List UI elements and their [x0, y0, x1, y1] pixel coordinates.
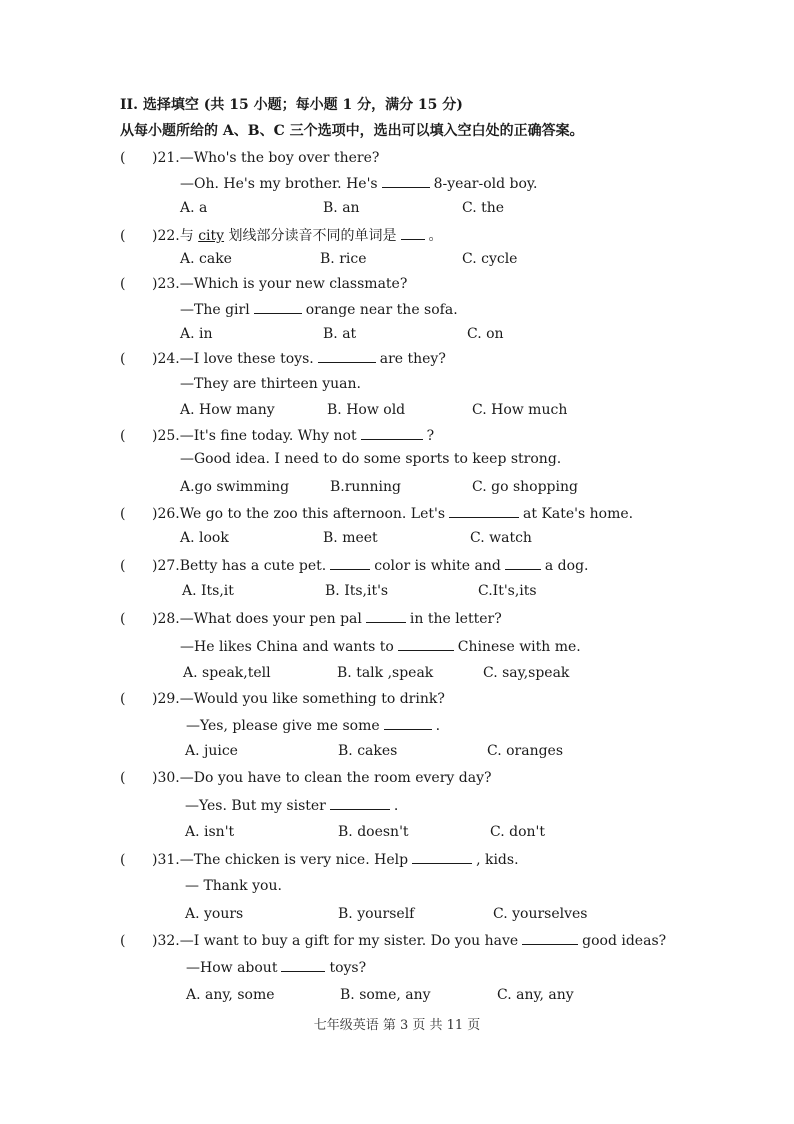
answer-paren[interactable]: ( — [120, 351, 126, 367]
option-c: C. go shopping — [472, 479, 578, 495]
question-31-line-2: — Thank you. — [185, 878, 282, 894]
answer-paren[interactable]: ( — [120, 276, 126, 292]
option-a: A. any, some — [186, 987, 275, 1003]
blank — [281, 959, 325, 972]
question-27: ( )27.Betty has a cute pet. color is white and a dog. — [120, 558, 589, 574]
option-a: A.go swimming — [180, 479, 290, 495]
question-23: ( )23.—Which is your new classmate? — [120, 276, 408, 292]
question-23-line-2: —The girl orange near the sofa. — [180, 302, 458, 318]
option-a: A. a — [180, 200, 208, 216]
option-b: B. some, any — [340, 987, 431, 1003]
answer-paren[interactable]: ( — [120, 150, 126, 166]
blank — [254, 301, 302, 314]
question-22: ( )22.与 city 划线部分读音不同的单词是 。 — [120, 228, 443, 244]
blank — [330, 797, 390, 810]
answer-paren[interactable]: ( — [120, 770, 126, 786]
option-b: B. How old — [327, 402, 406, 418]
option-c: C. cycle — [462, 251, 518, 267]
option-b: B. cakes — [338, 743, 398, 759]
blank — [449, 505, 519, 518]
question-30: ( )30.—Do you have to clean the room every day? — [120, 770, 492, 786]
answer-paren[interactable]: ( — [120, 852, 126, 868]
option-a: A. cake — [180, 251, 232, 267]
question-25-line-2: —Good idea. I need to do some sports to keep strong. — [180, 451, 562, 467]
answer-paren[interactable]: ( — [120, 611, 126, 627]
option-a: A. look — [180, 530, 229, 546]
option-c: C. don't — [490, 824, 545, 840]
blank — [401, 227, 425, 240]
blank — [366, 610, 406, 623]
question-32-line-2: —How about toys? — [186, 960, 367, 976]
option-c: C. the — [462, 200, 505, 216]
question-24-line-2: —They are thirteen yuan. — [180, 376, 361, 392]
question-21-line-2: —Oh. He's my brother. He's 8-year-old boy. — [180, 176, 538, 192]
option-a: A. isn't — [185, 824, 235, 840]
question-29: ( )29.—Would you like something to drink? — [120, 691, 445, 707]
question-28-line-2: —He likes China and wants to Chinese with me. — [180, 639, 581, 655]
answer-paren[interactable]: ( — [120, 228, 126, 244]
question-24: ( )24.—I love these toys. are they? — [120, 351, 446, 367]
question-30-line-2: —Yes. But my sister . — [185, 798, 399, 814]
option-c: C. yourselves — [493, 906, 588, 922]
section-title: II. 选择填空 (共 15 小题；每小题 1 分，满分 15 分) — [120, 97, 463, 113]
option-a: A. juice — [185, 743, 238, 759]
option-c: C. say,speak — [483, 665, 570, 681]
blank — [330, 557, 370, 570]
blank — [412, 851, 472, 864]
option-a: A. in — [180, 326, 213, 342]
question-26: ( )26.We go to the zoo this afternoon. Let's at Kate's home. — [120, 506, 634, 522]
answer-paren[interactable]: ( — [120, 428, 126, 444]
blank — [361, 427, 423, 440]
option-b: B. Its,it's — [325, 583, 389, 599]
option-b: B. meet — [323, 530, 378, 546]
option-b: B. rice — [320, 251, 367, 267]
option-b: B.running — [330, 479, 401, 495]
option-b: B. talk ,speak — [337, 665, 434, 681]
answer-paren[interactable]: ( — [120, 933, 126, 949]
option-c: C. How much — [472, 402, 568, 418]
question-28: ( )28.—What does your pen pal in the letter? — [120, 611, 502, 627]
question-32: ( )32.—I want to buy a gift for my sister. Do you have good ideas? — [120, 933, 667, 949]
option-b: B. at — [323, 326, 357, 342]
question-25: ( )25.—It's fine today. Why not ? — [120, 428, 435, 444]
option-a: A. Its,it — [182, 583, 234, 599]
answer-paren[interactable]: ( — [120, 506, 126, 522]
option-c: C.It's,its — [478, 583, 537, 599]
blank — [384, 717, 432, 730]
option-c: C. oranges — [487, 743, 564, 759]
answer-paren[interactable]: ( — [120, 691, 126, 707]
option-a: A. yours — [185, 906, 244, 922]
option-b: B. yourself — [338, 906, 415, 922]
option-c: C. watch — [470, 530, 532, 546]
blank — [522, 932, 578, 945]
option-c: C. any, any — [497, 987, 574, 1003]
page-footer: 七年级英语 第 3 页 共 11 页 — [313, 1018, 481, 1033]
section-instruction: 从每小题所给的 A、B、C 三个选项中，选出可以填入空白处的正确答案。 — [120, 123, 584, 139]
question-29-line-2: —Yes, please give me some . — [186, 718, 441, 734]
option-b: B. doesn't — [338, 824, 409, 840]
option-a: A. How many — [180, 402, 275, 418]
question-21: ( )21.—Who's the boy over there? — [120, 150, 380, 166]
option-b: B. an — [323, 200, 360, 216]
blank — [318, 350, 376, 363]
blank — [505, 557, 541, 570]
answer-paren[interactable]: ( — [120, 558, 126, 574]
option-c: C. on — [467, 326, 504, 342]
option-a: A. speak,tell — [183, 665, 271, 681]
blank — [398, 638, 454, 651]
blank — [382, 175, 430, 188]
question-31: ( )31.—The chicken is very nice. Help , kids. — [120, 852, 519, 868]
